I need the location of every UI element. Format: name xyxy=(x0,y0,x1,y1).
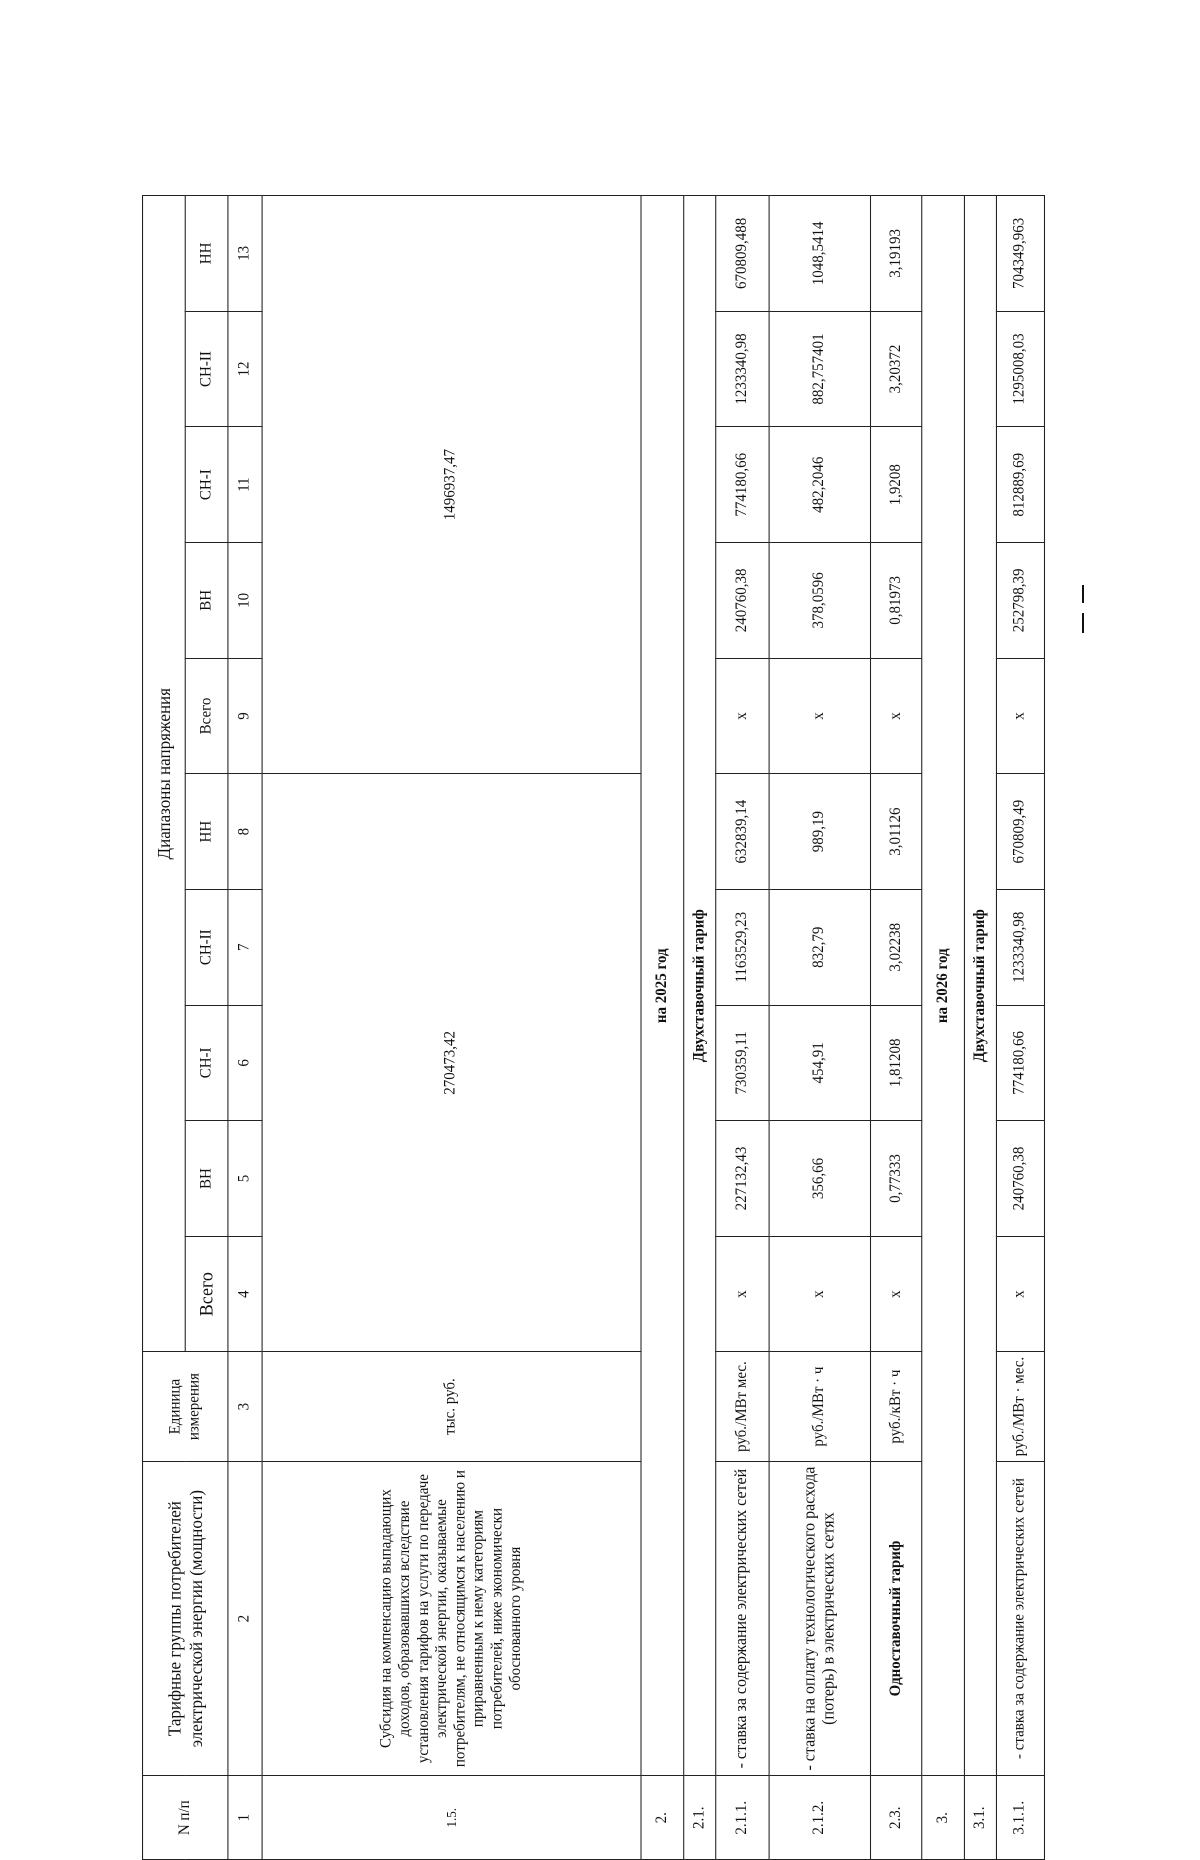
colnum-11: 11 xyxy=(228,427,262,543)
row-2-3-val-3: 1,81208 xyxy=(871,1005,922,1121)
row-2-1-2-name: - ставка на оплату технологического расхода (потерь) в электрических сетях xyxy=(769,1461,870,1776)
colnum-13: 13 xyxy=(228,196,262,312)
scan-mark-2 xyxy=(1082,613,1084,633)
row-2-1-num: 2.1. xyxy=(684,1776,716,1860)
row-2-1-2-unit: руб./МВт · ч xyxy=(769,1352,870,1461)
row-2-1-1-val-10: 670809,488 xyxy=(716,196,769,312)
scan-mark-1 xyxy=(1082,585,1084,603)
row-2-1-2-val-5: 989,19 xyxy=(769,774,870,890)
row-3-1-1-name: - ставка за содержание электрических сетей xyxy=(996,1461,1044,1776)
row-3-1-1-val-4: 1233340,98 xyxy=(996,889,1044,1005)
header-num: N п/п xyxy=(143,1776,228,1860)
row-1-5-num: 1.5. xyxy=(262,1776,641,1860)
row-2-1-1-val-3: 730359,11 xyxy=(716,1005,769,1121)
row-3-1-1-val-8: 812889,69 xyxy=(996,427,1044,543)
row-3-1-1-num: 3.1.1. xyxy=(996,1776,1044,1860)
row-3-1-1-val-7: 252798,39 xyxy=(996,543,1044,659)
row-3-1-1-unit: руб./МВт · мес. xyxy=(996,1352,1044,1461)
colnum-7: 7 xyxy=(228,889,262,1005)
row-2-1-1-val-4: 1163529,23 xyxy=(716,889,769,1005)
colnum-9: 9 xyxy=(228,658,262,774)
header-sub-10: НН xyxy=(185,196,228,312)
row-3-1-1-val-10: 704349,963 xyxy=(996,196,1044,312)
row-2-1-1-val-9: 1233340,98 xyxy=(716,311,769,427)
row-2-1 xyxy=(684,196,716,1860)
section-2025-num: 2. xyxy=(641,1776,684,1860)
header-sub-4: СН-II xyxy=(185,889,228,1005)
row-3-1-1 xyxy=(996,196,1044,1860)
row-2-1-2-val-9: 882,757401 xyxy=(769,311,870,427)
row-2-3-val-6: x xyxy=(871,658,922,774)
row-2-1-2-val-4: 832,79 xyxy=(769,889,870,1005)
row-2-1-1 xyxy=(716,196,769,1860)
header-sub-9: СН-II xyxy=(185,311,228,427)
row-2-3-val-7: 0,81973 xyxy=(871,543,922,659)
row-3-1-1-val-5: 670809,49 xyxy=(996,774,1044,890)
row-2-1-1-name: - ставка за содержание электрических сетей xyxy=(716,1461,769,1776)
header-sub-8: СН-I xyxy=(185,427,228,543)
colnum-5: 5 xyxy=(228,1121,262,1237)
header-sub-3: СН-I xyxy=(185,1005,228,1121)
row-2-3-val-10: 3,19193 xyxy=(871,196,922,312)
row-2-1-1-num: 2.1.1. xyxy=(716,1776,769,1860)
row-2-1-2-val-10: 1048,5414 xyxy=(769,196,870,312)
scan-marks xyxy=(1076,585,1096,635)
row-2-1-1-val-8: 774180,66 xyxy=(716,427,769,543)
row-1-5-value-2025: 270473,42 xyxy=(262,774,641,1352)
section-2025-title: на 2025 год xyxy=(641,196,684,1776)
row-3-1-name: Двухставочный тариф xyxy=(964,196,996,1776)
section-2025 xyxy=(641,196,684,1860)
row-2-3-val-9: 3,20372 xyxy=(871,311,922,427)
colnum-10: 10 xyxy=(228,543,262,659)
column-number-row xyxy=(228,196,262,1860)
row-3-1-1-val-9: 1295008,03 xyxy=(996,311,1044,427)
row-2-1-1-unit: руб./МВт мес. xyxy=(716,1352,769,1461)
header-sub-1: Всего xyxy=(185,1236,228,1352)
colnum-2: 2 xyxy=(228,1461,262,1776)
header-sub-2: ВН xyxy=(185,1121,228,1237)
header-voltage-ranges: Диапазоны напряжения xyxy=(143,196,186,1352)
row-2-1-1-val-1: x xyxy=(716,1236,769,1352)
row-2-1-1-val-5: 632839,14 xyxy=(716,774,769,890)
row-1-5-unit: тыс. руб. xyxy=(262,1352,641,1461)
colnum-1: 1 xyxy=(228,1776,262,1860)
row-2-1-2-val-7: 378,0596 xyxy=(769,543,870,659)
row-2-3-val-8: 1,9208 xyxy=(871,427,922,543)
header-sub-7: ВН xyxy=(185,543,228,659)
colnum-8: 8 xyxy=(228,774,262,890)
row-2-1-name: Двухставочный тариф xyxy=(684,196,716,1776)
row-2-1-1-val-6: x xyxy=(716,658,769,774)
section-2026-num: 3. xyxy=(922,1776,965,1860)
row-1-5-name: Субсидия на компенсацию выпадающих доходов, образовавшихся вследствие установления тарифов на услуги по передаче электрической энергии, оказываемые потребителям, не относящимся к населению и приравненным к нему категориям потребителей, ниже экономически обоснованного уровня xyxy=(262,1461,641,1776)
row-2-1-2-val-1: x xyxy=(769,1236,870,1352)
row-2-3 xyxy=(871,196,922,1860)
row-2-1-2-val-6: x xyxy=(769,658,870,774)
header-sub-5: НН xyxy=(185,774,228,890)
row-2-1-2-val-8: 482,2046 xyxy=(769,427,870,543)
header-sub-6: Всего xyxy=(185,658,228,774)
section-2026 xyxy=(922,196,965,1860)
row-3-1-1-val-1: x xyxy=(996,1236,1044,1352)
row-3-1-num: 3.1. xyxy=(964,1776,996,1860)
row-3-1 xyxy=(964,196,996,1860)
row-2-3-unit: руб./кВт · ч xyxy=(871,1352,922,1461)
row-2-1-2-num: 2.1.2. xyxy=(769,1776,870,1860)
row-2-3-name: Одноставочный тариф xyxy=(871,1461,922,1776)
rotated-tariff-table xyxy=(142,195,1200,1860)
row-2-3-val-4: 3,02238 xyxy=(871,889,922,1005)
row-2-3-val-2: 0,77333 xyxy=(871,1121,922,1237)
colnum-12: 12 xyxy=(228,311,262,427)
row-2-1-2-val-3: 454,91 xyxy=(769,1005,870,1121)
tariff-table xyxy=(142,195,1045,1860)
row-1-5 xyxy=(262,196,641,1860)
header-tariff-groups: Тарифные группы потребителей электрической энергии (мощности) xyxy=(143,1461,228,1776)
row-3-1-1-val-2: 240760,38 xyxy=(996,1121,1044,1237)
header-row-1 xyxy=(143,196,186,1860)
row-3-1-1-val-3: 774180,66 xyxy=(996,1005,1044,1121)
section-2026-title: на 2026 год xyxy=(922,196,965,1776)
row-1-5-value-2026: 1496937,47 xyxy=(262,196,641,774)
header-unit: Единица измерения xyxy=(143,1352,228,1461)
row-2-3-val-1: x xyxy=(871,1236,922,1352)
row-2-1-1-val-7: 240760,38 xyxy=(716,543,769,659)
row-2-1-2 xyxy=(769,196,870,1860)
colnum-3: 3 xyxy=(228,1352,262,1461)
row-2-1-1-val-2: 227132,43 xyxy=(716,1121,769,1237)
row-2-3-val-5: 3,01126 xyxy=(871,774,922,890)
row-3-1-1-val-6: x xyxy=(996,658,1044,774)
row-2-3-num: 2.3. xyxy=(871,1776,922,1860)
row-2-1-2-val-2: 356,66 xyxy=(769,1121,870,1237)
colnum-4: 4 xyxy=(228,1236,262,1352)
colnum-6: 6 xyxy=(228,1005,262,1121)
